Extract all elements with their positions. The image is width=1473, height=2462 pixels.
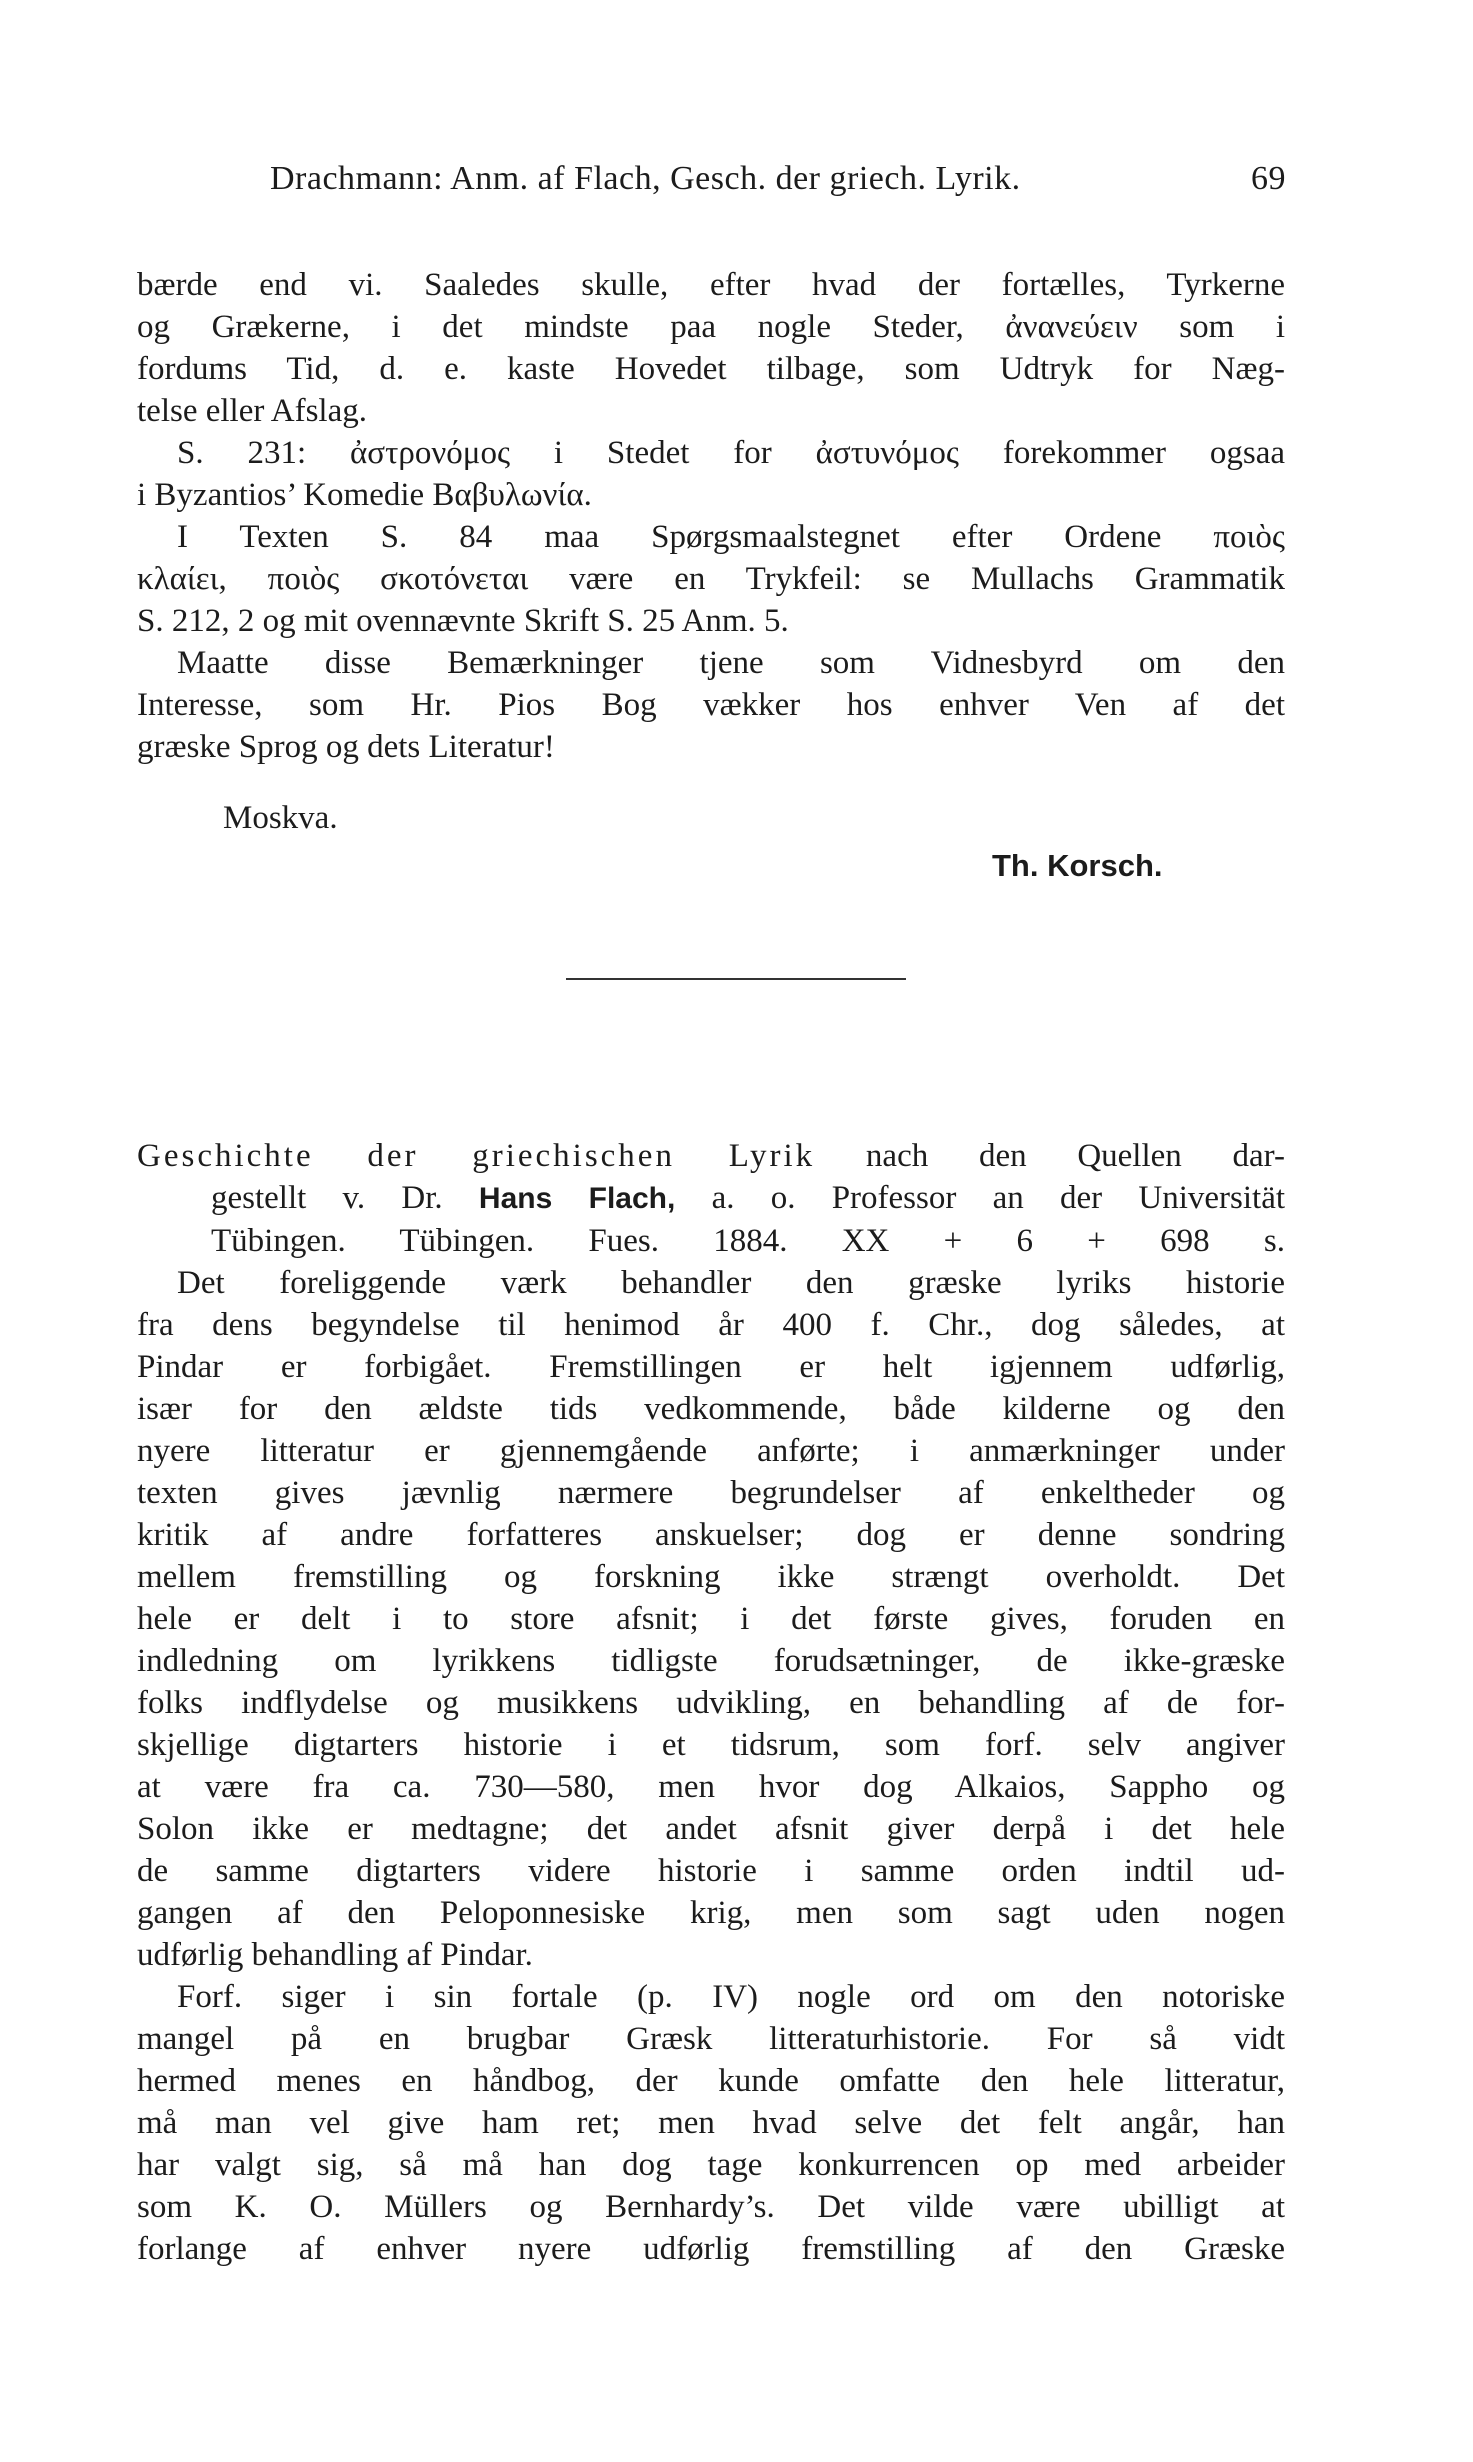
text-line: bærde end vi. Saaledes skulle, efter hvad der fortælles, Tyrkerne	[137, 267, 1285, 303]
place-line: Moskva.	[223, 800, 338, 836]
text-line: især for den ældste tids vedkommende, både kilderne og den	[137, 1391, 1285, 1427]
running-header	[270, 160, 1290, 198]
text-line: mellem fremstilling og forskning ikke strængt overholdt. Det	[137, 1559, 1285, 1595]
book-author: Hans Flach,	[478, 1182, 676, 1215]
text-line: og Grækerne, i det mindste paa nogle Steder, ἀνανεύειν som i	[137, 309, 1285, 345]
section-continuation	[137, 264, 1285, 768]
text-line: som K. O. Müllers og Bernhardy’s. Det vilde være ubilligt at	[137, 2189, 1285, 2225]
author-signature: Th. Korsch.	[992, 848, 1163, 883]
text-line: indledning om lyrikkens tidligste forudsætninger, de ikke-græske	[137, 1643, 1285, 1679]
text-line: hermed menes en håndbog, der kunde omfatte den hele litteratur,	[137, 2063, 1285, 2099]
text-line: udførlig behandling af Pindar.	[137, 1937, 533, 1973]
text-line: Pindar er forbigået. Fremstillingen er helt igjennem udførlig,	[137, 1349, 1285, 1385]
text-line: S. 212, 2 og mit ovennævnte Skrift S. 25 Anm. 5.	[137, 603, 789, 639]
text-line: Det foreliggende værk behandler den græske lyriks historie	[177, 1265, 1285, 1301]
text-line: fordums Tid, d. e. kaste Hovedet tilbage, som Udtryk for Næg-	[137, 351, 1285, 387]
text-line: Interesse, som Hr. Pios Bog vækker hos enhver Ven af det	[137, 687, 1285, 723]
text-line: har valgt sig, så må han dog tage konkurrencen op med arbeider	[137, 2147, 1285, 2183]
text-line: Maatte disse Bemærkninger tjene som Vidnesbyrd om den	[177, 645, 1285, 681]
text-line: mangel på en brugbar Græsk litteraturhistorie. For så vidt	[137, 2021, 1285, 2057]
text-line: folks indflydelse og musikkens udvikling, en behandling af de for-	[137, 1685, 1285, 1721]
page-number: 69	[1251, 160, 1286, 197]
text-line: Solon ikke er medtagne; det andet afsnit giver derpå i det hele	[137, 1811, 1285, 1847]
text-line: hele er delt i to store afsnit; i det første gives, foruden en	[137, 1601, 1285, 1637]
text-line: fra dens begyndelse til henimod år 400 f. Chr., dog således, at	[137, 1307, 1285, 1343]
text-line: Forf. siger i sin fortale (p. IV) nogle ord om den notoriske	[177, 1979, 1285, 2015]
book-title: Geschichte der griechischen Lyrik	[137, 1138, 816, 1174]
text-line: i Byzantios’ Komedie Βαβυλωνία.	[137, 477, 592, 513]
section-divider	[566, 978, 906, 980]
text-line: nyere litteratur er gjennemgående anførte; i anmærkninger under	[137, 1433, 1285, 1469]
text-line: skjellige digtarters historie i et tidsrum, som forf. selv angiver	[137, 1727, 1285, 1763]
review-citation-line: gestellt v. Dr. Hans Flach, a. o. Professor an der Universität	[211, 1180, 1286, 1216]
review-citation-line: Tübingen. Tübingen. Fues. 1884. XX + 6 + 698 s.	[211, 1223, 1285, 1259]
text-line: κλαίει, ποιὸς σκοτόνεται være en Trykfeil: se Mullachs Grammatik	[137, 561, 1285, 597]
text-line: de samme digtarters videre historie i samme orden indtil ud-	[137, 1853, 1285, 1889]
text-line: texten gives jævnlig nærmere begrundelser af enkeltheder og	[137, 1475, 1285, 1511]
review-section	[137, 1135, 1285, 2270]
text-line: S. 231: ἀστρονόμος i Stedet for ἀστυνόμος forekommer ogsaa	[177, 435, 1285, 471]
text-line: forlange af enhver nyere udførlig fremstilling af den Græske	[137, 2231, 1285, 2267]
text-line: I Texten S. 84 maa Spørgsmaalstegnet efter Ordene ποιὸς	[177, 519, 1285, 555]
text-line: må man vel give ham ret; men hvad selve det felt angår, han	[137, 2105, 1285, 2141]
review-title-line: Geschichte der griechischen Lyrik nach den Quellen dar-	[137, 1138, 1285, 1174]
text-line: gangen af den Peloponnesiske krig, men som sagt uden nogen	[137, 1895, 1285, 1931]
text-line: kritik af andre forfatteres anskuelser; dog er denne sondring	[137, 1517, 1285, 1553]
text-line: græske Sprog og dets Literatur!	[137, 729, 555, 765]
running-title: Drachmann: Anm. af Flach, Gesch. der griech. Lyrik.	[270, 160, 1021, 197]
text-line: at være fra ca. 730—580, men hvor dog Alkaios, Sappho og	[137, 1769, 1285, 1805]
text-line: telse eller Afslag.	[137, 393, 368, 429]
